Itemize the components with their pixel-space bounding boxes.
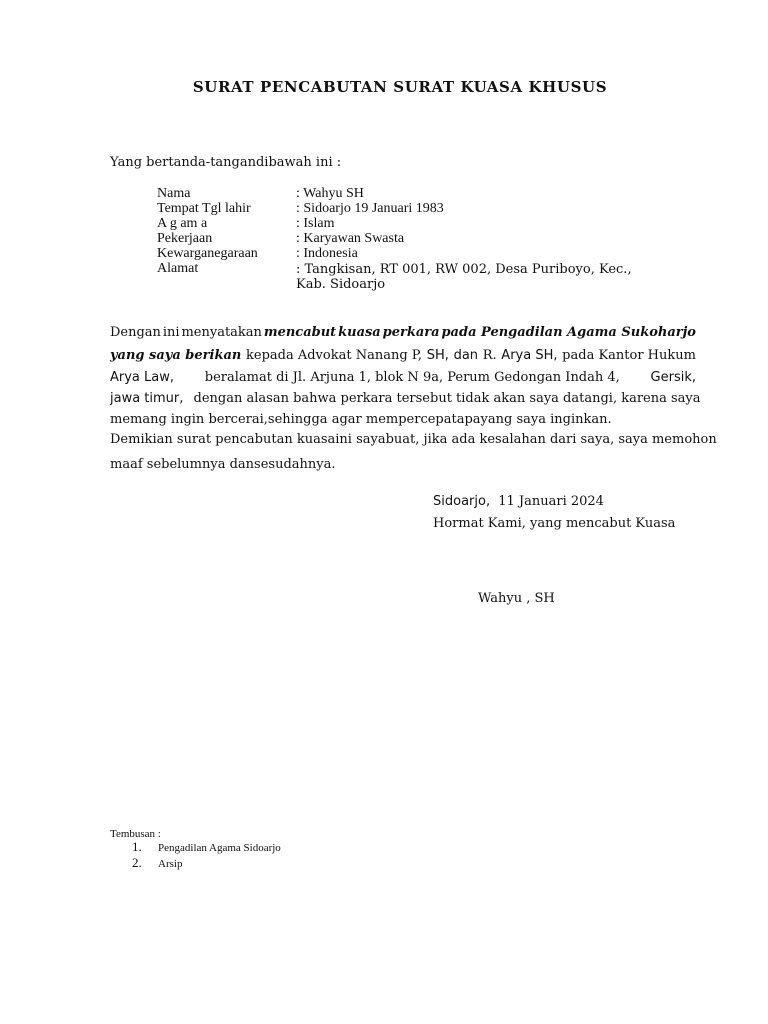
text-yang-saya-berikan: yang saya berikan xyxy=(110,348,242,363)
signature-place: Sidoarjo, xyxy=(433,494,491,509)
body-line-7: maaf sebelumnya dansesudahnya. xyxy=(110,457,336,472)
text-dengan: Dengan xyxy=(110,325,161,340)
pekerjaan-value: : Karyawan Swasta xyxy=(296,231,405,246)
text-pengadilan: pada Pengadilan Agama Sukoharjo xyxy=(441,325,696,340)
text-sh: SH, xyxy=(426,348,449,363)
body-line-5: memang ingin bercerai,sehingga agar mempercepatapayang saya inginkan. xyxy=(110,412,612,427)
text-menyatakan: menyatakan xyxy=(181,325,262,340)
intro-line: Yang bertanda-tangandibawah ini : xyxy=(110,155,342,170)
text-perkara: perkara xyxy=(382,325,440,340)
letter-title: SURAT PENCABUTAN SURAT KUASA KHUSUS xyxy=(192,78,608,96)
text-dan: dan xyxy=(453,348,479,363)
text-jawa-timur: jawa timur, xyxy=(110,391,184,406)
ttl-value: : Sidoarjo 19 Januari 1983 xyxy=(296,201,444,216)
alamat-value: : Tangkisan, RT 001, RW 002, Desa Puriboyo, Kec., xyxy=(296,262,632,277)
text-alasan: dengan alasan bahwa perkara tersebut tidak akan saya datangi, karena saya xyxy=(193,391,701,406)
agama-label: A g am a xyxy=(157,216,208,231)
signature-name: Wahyu , SH xyxy=(478,591,555,606)
alamat-label: Alamat xyxy=(157,261,199,276)
cc-item-number: 1. xyxy=(132,839,142,854)
cc-item xyxy=(132,854,182,872)
kewarganegaraan-label: Kewarganegaraan xyxy=(157,246,258,261)
agama-value: : Islam xyxy=(296,216,335,231)
signature-date: 11 Januari 2024 xyxy=(498,494,604,509)
kewarganegaraan-value: : Indonesia xyxy=(296,246,358,261)
nama-label: Nama xyxy=(157,186,191,201)
signature-closing: Hormat Kami, yang mencabut Kuasa xyxy=(433,516,676,531)
text-mencabut: mencabut xyxy=(263,325,337,340)
pekerjaan-label: Pekerjaan xyxy=(157,231,213,246)
text-kuasa: kuasa xyxy=(338,325,381,340)
signature-date-line xyxy=(433,494,604,509)
text-r: R. xyxy=(482,348,497,363)
text-ini: ini xyxy=(162,325,180,340)
cc-item-text: Arsip xyxy=(158,858,183,870)
text-pada-kantor: pada Kantor Hukum xyxy=(562,348,696,363)
cc-item-text: Pengadilan Agama Sidoarjo xyxy=(158,842,281,854)
text-arya-law: Arya Law, xyxy=(110,370,175,385)
text-kepada-advokat: kepada Advokat Nanang P, xyxy=(246,348,423,363)
text-beralamat: beralamat di Jl. Arjuna 1, blok N 9a, Perum Gedongan Indah 4, xyxy=(204,370,620,385)
cc-item-number: 2. xyxy=(132,855,142,870)
body-line-3 xyxy=(110,370,696,385)
nama-value: : Wahyu SH xyxy=(296,186,364,201)
body-line-2 xyxy=(110,348,696,363)
ttl-label: Tempat Tgl lahir xyxy=(157,201,251,216)
body-line-6: Demikian surat pencabutan kuasaini sayabuat, jika ada kesalahan dari saya, saya memohon xyxy=(110,432,717,447)
cc-label: Tembusan : xyxy=(110,828,161,840)
text-arya-sh: Arya SH, xyxy=(501,348,558,363)
body-line-4 xyxy=(110,391,701,406)
text-gersik: Gersik, xyxy=(650,370,696,385)
body-line-1 xyxy=(110,325,696,340)
alamat-value-2: Kab. Sidoarjo xyxy=(296,277,386,292)
